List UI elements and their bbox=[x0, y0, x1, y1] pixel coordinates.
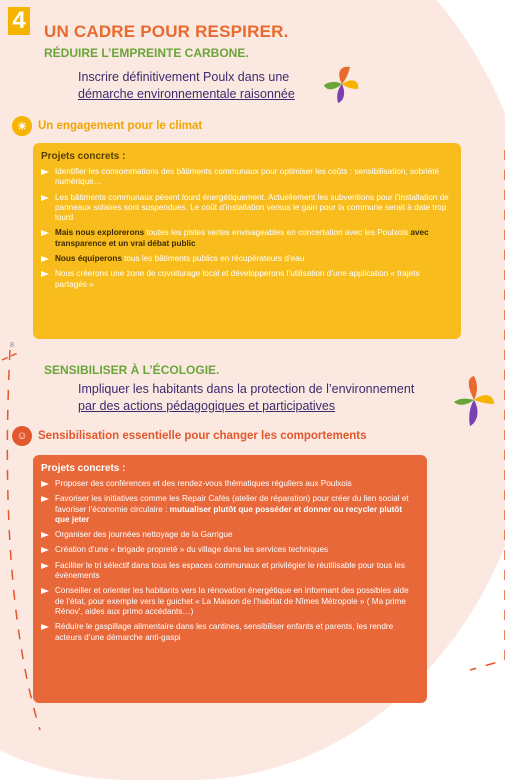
section2-intro-line1: Impliquer les habitants dans la protection de l’environnement bbox=[78, 382, 415, 396]
section1-intro-line1: Inscrire définitivement Poulx dans une bbox=[78, 70, 290, 84]
section1-intro-line2: démarche environnementale raisonnée bbox=[78, 87, 295, 101]
people-icon: ☀ bbox=[12, 116, 32, 136]
people-icon: ☺ bbox=[12, 426, 32, 446]
list-item: Conseiller et orienter les habitants vers la rénovation énergétique en informant des possibles aide de l’état, pour exemple vers le guichet « La Maison de l’habitat de Nîmes Métropole » ( Ma prime Rénov’, aides aux primo accédants…) bbox=[41, 586, 417, 617]
section2-heading-text: Sensibilisation essentielle pour changer les comportements bbox=[38, 430, 367, 442]
card-title: Projets concrets : bbox=[41, 151, 126, 162]
section1-heading-text: Un engagement pour le climat bbox=[38, 120, 203, 132]
list-item: Réduire le gaspillage alimentaire dans les cantines, sensibiliser enfants et parents, les rendre acteurs d’une démarche anti-gaspi bbox=[41, 622, 417, 643]
section2-subtitle: SENSIBILISER À L’ÉCOLOGIE. bbox=[44, 363, 220, 377]
list-item: Faciliter le tri sélectif dans tous les espaces communaux et privilégier le réutilisable pour tous les évènements bbox=[41, 561, 417, 582]
section1-heading bbox=[12, 116, 202, 136]
list-item: Création d’une « brigade propreté » du village dans les services techniques bbox=[41, 545, 417, 555]
section2-intro-line2: par des actions pédagogiques et participatives bbox=[78, 399, 336, 413]
list-item: Nous équiperons tous les bâtiments publics en récupérateurs d’eau bbox=[41, 254, 451, 264]
list-item: Nous créerons une zone de covoiturage local et développerons l’utilisation d’une application « trajets partagés » bbox=[41, 269, 451, 290]
card-title: Projets concrets : bbox=[41, 463, 126, 474]
section2-intro bbox=[78, 381, 458, 415]
projects-card-climate bbox=[33, 143, 461, 339]
projects-list bbox=[41, 167, 451, 290]
list-item: Proposer des conférences et des rendez-vous thématiques réguliers aux Poulxois bbox=[41, 479, 417, 489]
list-item: Identifier les consommations des bâtiments communaux pour optimiser les coûts : sensibilisation, sobriété numérique… bbox=[41, 167, 451, 188]
section2-heading bbox=[12, 426, 367, 446]
list-item: Organiser des journées nettoyage de la Garrigue bbox=[41, 530, 417, 540]
section1-subtitle: RÉDUIRE L’EMPREINTE CARBONE. bbox=[44, 46, 249, 60]
list-item: Mais nous explorerons toutes les pistes vertes envisageables en concertation avec les Poulxois avec transparence et un vrai débat public bbox=[41, 228, 451, 249]
projects-list bbox=[41, 479, 417, 643]
section1-intro bbox=[78, 69, 318, 103]
flower-logo-icon bbox=[322, 63, 362, 105]
section-number-badge: 4 bbox=[8, 7, 30, 35]
page-title: UN CADRE POUR RESPIRER. bbox=[44, 22, 289, 41]
page-number: 8 bbox=[10, 342, 14, 349]
projects-card-ecology bbox=[33, 455, 427, 703]
list-item: Favoriser les initiatives comme les Repair Cafés (atelier de réparation) pour créer du lien social et favoriser l’économie circulaire : mutualiser plutôt que posséder et donner ou recycler plutôt que jeter bbox=[41, 494, 417, 525]
flower-logo-icon bbox=[452, 374, 496, 430]
list-item: Les bâtiments communaux pèsent lourd énergétiquement. Actuellement les subventions pour l’installation de panneaux solaires sont suspendues. Le coût d’installation versus le gain pour la commune serait à date trop lourd bbox=[41, 193, 451, 224]
